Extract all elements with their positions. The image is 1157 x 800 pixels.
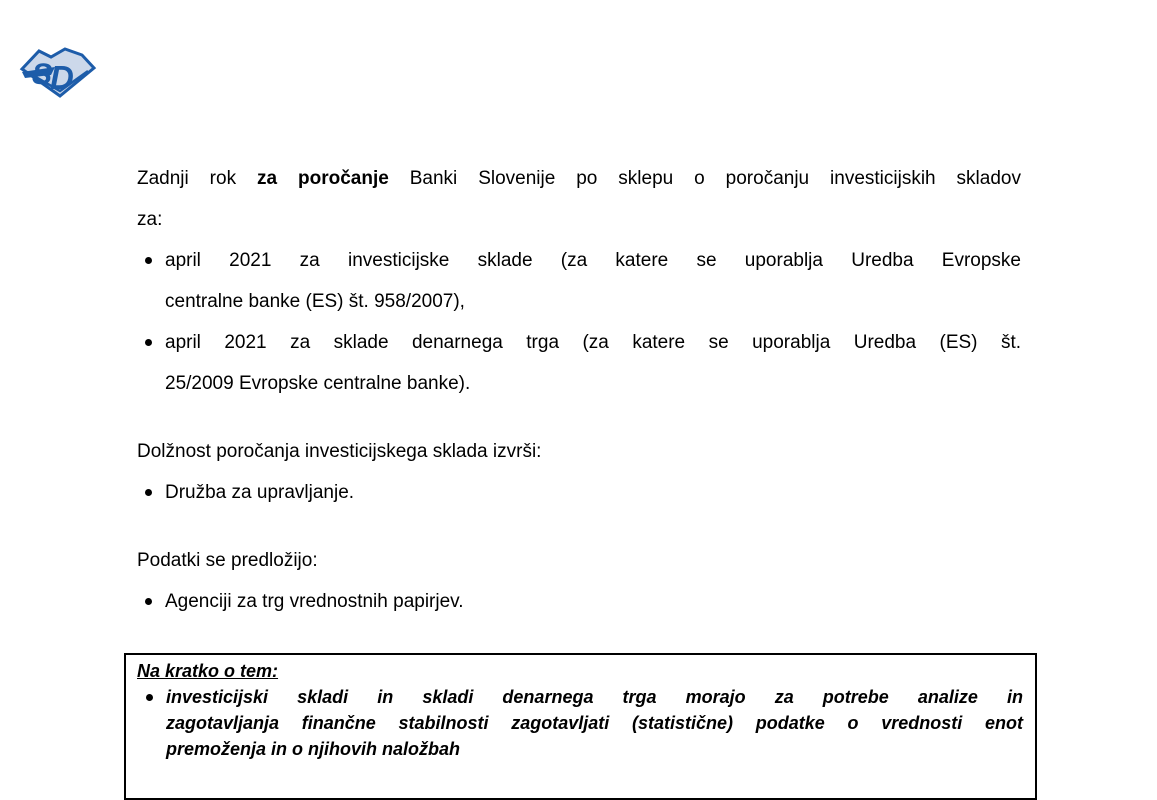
sd-logo <box>19 46 97 98</box>
sd-logo-icon <box>19 46 97 98</box>
list-item-text: investicijski skladi in skladi denarnega trga morajo za potrebe analize in <box>166 687 1023 707</box>
spacer <box>137 513 1021 540</box>
summary-box <box>124 653 1037 800</box>
intro-line-1 <box>137 158 1021 199</box>
duty-heading: Dolžnost poročanja investicijskega sklada izvrši: <box>137 441 542 462</box>
bullet-icon <box>145 257 152 264</box>
list-item-deadline-2 <box>137 322 1021 404</box>
intro-bold-text: za poročanje <box>257 168 389 189</box>
svg-text:S: S <box>32 58 53 91</box>
bullet-icon <box>145 598 152 605</box>
bullet-icon <box>145 489 152 496</box>
intro-text: Banki Slovenije po sklepu o poročanju investicijskih skladov <box>388 168 1021 189</box>
list-item-text: Agenciji za trg vrednostnih papirjev. <box>165 591 464 612</box>
bullet-icon <box>145 339 152 346</box>
list-item-summary <box>137 684 1023 762</box>
svg-text:D: D <box>50 59 74 96</box>
document-body <box>137 158 1021 622</box>
intro-line-2: za: <box>137 209 163 230</box>
list-item-duty <box>137 472 1021 513</box>
list-item-deadline-1 <box>137 240 1021 322</box>
list-item-text: 25/2009 Evropske centralne banke). <box>165 373 471 394</box>
bullet-icon <box>146 694 153 701</box>
list-item-text: centralne banke (ES) št. 958/2007), <box>165 291 465 312</box>
spacer <box>137 404 1021 431</box>
list-item-text: april 2021 za investicijske sklade (za katere se uporablja Uredba Evropske <box>165 250 1021 271</box>
list-item-text: Družba za upravljanje. <box>165 482 355 503</box>
list-item-text: zagotavljanja finančne stabilnosti zagotavljati (statistične) podatke o vrednosti enot <box>166 713 1023 733</box>
list-item-text: april 2021 za sklade denarnega trga (za katere se uporablja Uredba (ES) št. <box>165 332 1021 353</box>
submission-heading: Podatki se predložijo: <box>137 550 318 571</box>
intro-text: Zadnji rok <box>137 168 258 189</box>
list-item-text: premoženja in o njihovih naložbah <box>166 739 461 759</box>
summary-box-title: Na kratko o tem: <box>137 661 279 681</box>
list-item-submission <box>137 581 1021 622</box>
